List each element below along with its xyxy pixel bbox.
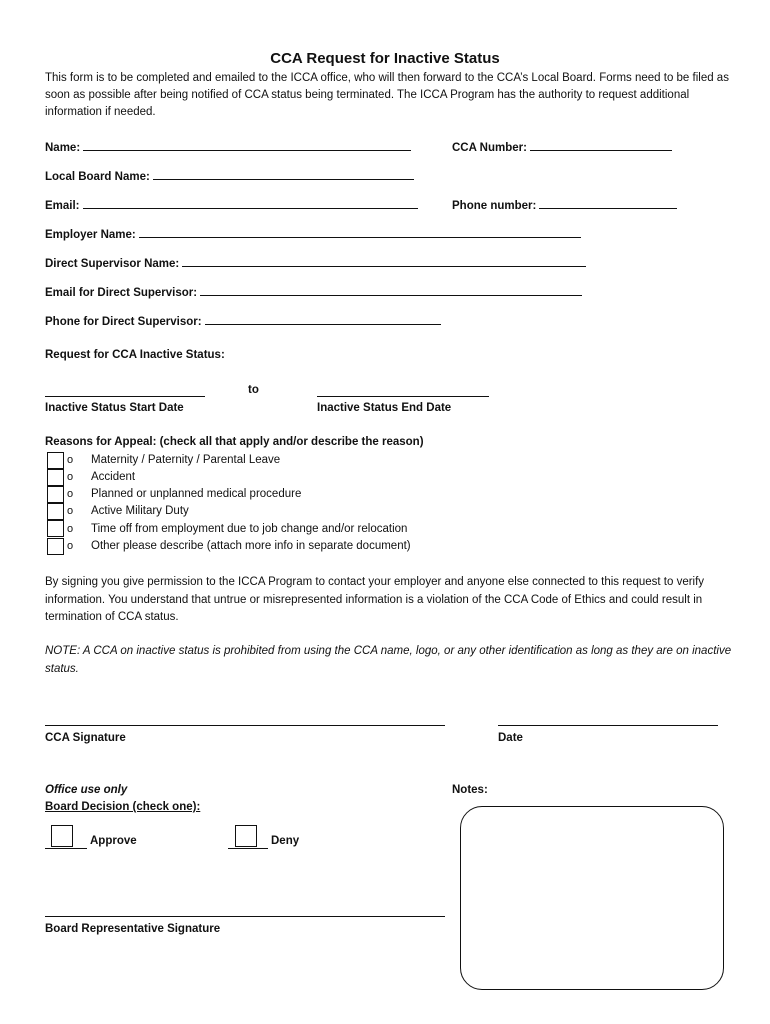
office-use-label: Office use only [45, 784, 128, 796]
cca-number-field-row [452, 140, 672, 154]
end-date-label: Inactive Status End Date [317, 402, 452, 414]
supervisor-name-field-row [45, 256, 586, 270]
end-date-line[interactable] [317, 396, 489, 397]
note-text: NOTE: A CCA on inactive status is prohibited from using the CCA name, logo, or any other identification as long as they are on inactive status. [45, 645, 732, 675]
supervisor-name-input-line[interactable] [182, 256, 586, 267]
reason-checkbox-accident[interactable] [47, 469, 64, 486]
reason-label-accident: Accident [91, 471, 136, 483]
bullet-icon: o [67, 454, 74, 466]
reason-label-job-change: Time off from employment due to job change and/or relocation [91, 523, 408, 535]
date-label: Date [498, 732, 523, 744]
cca-number-input-line[interactable] [530, 140, 672, 151]
cca-number-label: CCA Number: [452, 142, 527, 154]
phone-number-input-line[interactable] [539, 198, 677, 209]
reason-checkbox-military[interactable] [47, 503, 64, 520]
supervisor-name-label: Direct Supervisor Name: [45, 258, 180, 270]
reason-checkbox-other[interactable] [47, 538, 64, 555]
board-signature-label: Board Representative Signature [45, 923, 221, 935]
reason-checkbox-parental-leave[interactable] [47, 452, 64, 469]
deny-underline [228, 848, 268, 849]
intro-text: This form is to be completed and emailed to the ICCA office, who will then forward to the CCA’s Local Board. Forms need to be filed as soon as possible after being notified of CCA status being terminated. The ICCA Program has the authority to request additional information if needed. [45, 72, 729, 118]
start-date-line[interactable] [45, 396, 205, 397]
bullet-icon: o [67, 540, 74, 552]
name-label: Name: [45, 142, 81, 154]
local-board-field-row [45, 169, 414, 183]
board-signature-line[interactable] [45, 916, 445, 917]
phone-number-label: Phone number: [452, 200, 537, 212]
reason-label-military: Active Military Duty [91, 505, 189, 517]
reason-label-parental-leave: Maternity / Paternity / Parental Leave [91, 454, 281, 466]
supervisor-phone-label: Phone for Direct Supervisor: [45, 316, 202, 328]
reason-checkbox-job-change[interactable] [47, 520, 64, 537]
reason-checkbox-medical[interactable] [47, 486, 64, 503]
deny-checkbox[interactable] [235, 825, 257, 847]
supervisor-phone-input-line[interactable] [205, 314, 441, 325]
notes-label: Notes: [452, 784, 488, 796]
notes-box[interactable] [460, 806, 724, 990]
local-board-label: Local Board Name: [45, 171, 150, 183]
date-line[interactable] [498, 725, 718, 726]
email-field-row [45, 198, 418, 212]
start-date-label: Inactive Status Start Date [45, 402, 184, 414]
name-field-row [45, 140, 411, 154]
board-decision-label: Board Decision (check one): [45, 801, 201, 813]
page-title: CCA Request for Inactive Status [270, 50, 500, 67]
name-input-line[interactable] [83, 140, 411, 151]
cca-signature-label: CCA Signature [45, 732, 126, 744]
bullet-icon: o [67, 488, 74, 500]
reason-label-medical: Planned or unplanned medical procedure [91, 488, 302, 500]
supervisor-email-label: Email for Direct Supervisor: [45, 287, 198, 299]
local-board-input-line[interactable] [153, 169, 414, 180]
email-label: Email: [45, 200, 80, 212]
supervisor-phone-field-row [45, 314, 441, 328]
approve-checkbox[interactable] [51, 825, 73, 847]
email-input-line[interactable] [83, 198, 418, 209]
approve-underline [45, 848, 87, 849]
permission-text: By signing you give permission to the ICCA Program to contact your employer and anyone else connected to this request to verify information. You understand that untrue or misrepresented information is a violation of the CCA Code of Ethics and could result in termination of CCA status. [45, 576, 705, 623]
bullet-icon: o [67, 523, 74, 535]
reason-label-other: Other please describe (attach more info in separate document) [91, 540, 411, 552]
approve-label: Approve [90, 835, 137, 847]
cca-signature-line[interactable] [45, 725, 445, 726]
phone-number-field-row [452, 198, 677, 212]
employer-input-line[interactable] [139, 227, 581, 238]
to-label: to [248, 384, 259, 396]
supervisor-email-field-row [45, 285, 582, 299]
employer-label: Employer Name: [45, 229, 136, 241]
bullet-icon: o [67, 505, 74, 517]
bullet-icon: o [67, 471, 74, 483]
deny-label: Deny [271, 835, 300, 847]
employer-field-row [45, 227, 581, 241]
supervisor-email-input-line[interactable] [200, 285, 582, 296]
reasons-heading: Reasons for Appeal: (check all that apply and/or describe the reason) [45, 436, 424, 448]
request-heading: Request for CCA Inactive Status: [45, 349, 225, 361]
